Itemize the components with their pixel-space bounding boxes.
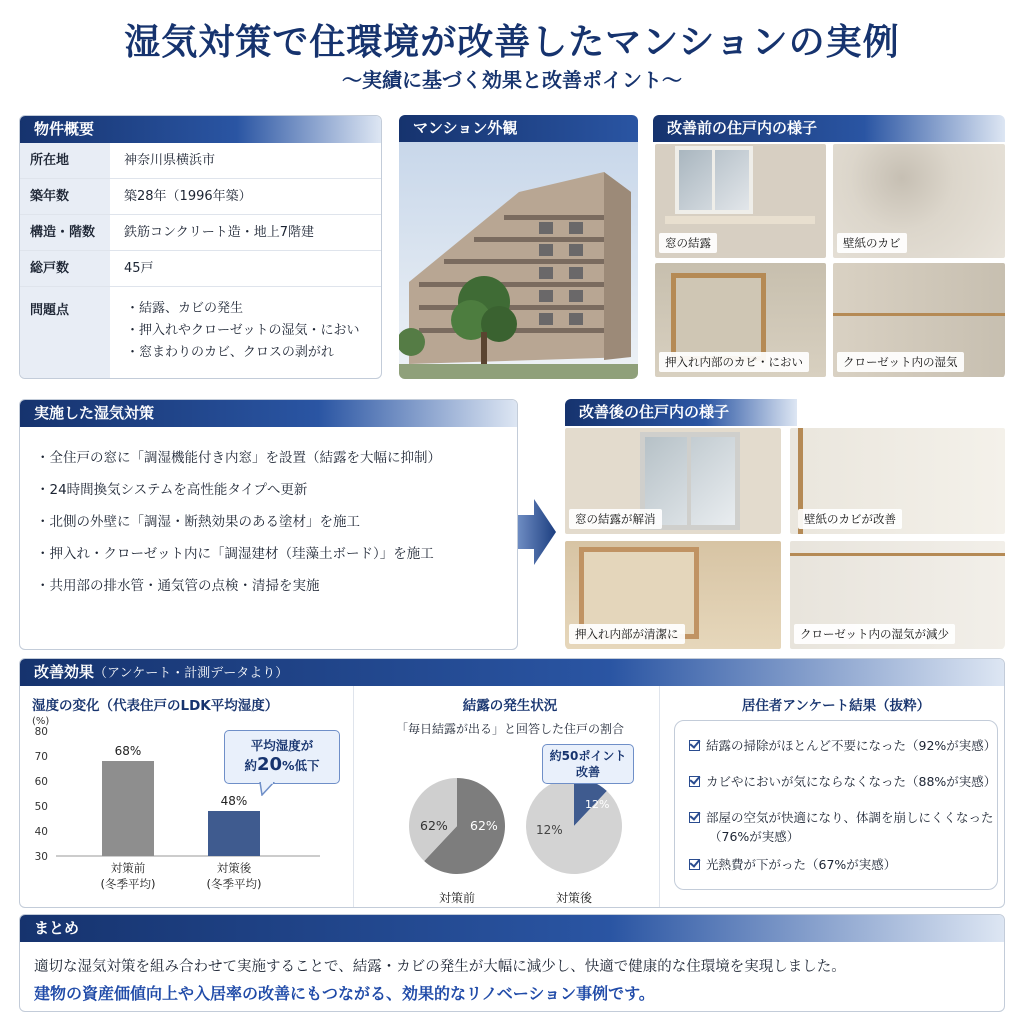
survey-item-text: カビやにおいが気にならなくなった（88%が実感） (706, 774, 997, 789)
survey-panel (666, 686, 1005, 907)
survey-item (689, 736, 996, 754)
wardrobe-rod (790, 553, 1005, 556)
y-axis-label: (%) (32, 716, 50, 727)
pie-value-label: 62% (470, 818, 498, 833)
y-tick-label: 30 (34, 851, 48, 863)
humidity-callout-suffix: %低下 (282, 758, 320, 773)
y-tick-label: 60 (34, 776, 48, 788)
survey-item-text: 光熱費が下がった（67%が実感） (706, 857, 897, 872)
summary-header: まとめ (20, 915, 1004, 942)
overview-row (20, 251, 381, 287)
bar (208, 811, 260, 856)
bar (102, 761, 154, 856)
overview-row (20, 179, 381, 215)
survey-item-text: 部屋の空気が快適になり、体調を崩しにくくなった (706, 810, 994, 825)
after-photo-wardrobe (790, 541, 1005, 649)
summary-line2: 建物の資産価値向上や入居率の改善にもつながる、効果的なリノベーション事例です。 (34, 984, 655, 1003)
overview-row-label: 構造・階数 (20, 215, 110, 250)
x-category-label: 対策後 (216, 861, 252, 875)
problem-item: ・結露、カビの発生 (126, 301, 244, 316)
building-photo (399, 142, 638, 379)
summary-line1: 適切な湿気対策を組み合わせて実施することで、結露・カビの発生が大幅に減少し、快適で健康的な住環境を実現しました。 (34, 959, 846, 975)
after-photo-window (565, 428, 781, 534)
closet-opening (671, 273, 766, 361)
survey-item (689, 808, 994, 826)
measures-header: 実施した湿気対策 (20, 400, 517, 427)
overview-row-problems (20, 287, 381, 379)
effects-section (19, 658, 1005, 908)
measures-card (19, 399, 518, 650)
effects-header (20, 659, 1004, 686)
condensation-callout (542, 744, 634, 784)
bar-value-label: 68% (114, 744, 142, 758)
measure-item: ・24時間換気システムを高性能タイプへ更新 (36, 482, 308, 498)
pie-value-label: 62% (420, 818, 448, 833)
photo-caption: 窓の結露 (659, 233, 717, 253)
overview-row (20, 215, 381, 251)
page-subtitle: 〜実績に基づく効果と改善ポイント〜 (342, 68, 682, 92)
humidity-callout-line2 (225, 754, 339, 775)
overview-row-value: 45戸 (124, 261, 154, 276)
after-photo-wallpaper (790, 428, 1005, 534)
x-category-note: (冬季平均) (100, 877, 156, 891)
y-tick-label: 80 (34, 726, 48, 738)
before-photo-window (655, 144, 826, 258)
overview-row-label: 問題点 (20, 287, 110, 379)
arrow-right-icon (518, 497, 558, 567)
after-photo-closet (565, 541, 781, 649)
photo-caption: クローゼット内の湿気 (837, 352, 964, 372)
pie-category-label: 対策前 (438, 891, 476, 905)
checkbox-checked-icon (689, 812, 700, 823)
overview-row-value: 築28年（1996年築） (124, 189, 252, 204)
before-photo-wallpaper (833, 144, 1005, 258)
condensation-title: 結露の発生状況 (462, 698, 558, 714)
before-photo-wardrobe (833, 263, 1005, 377)
photo-caption: 壁紙のカビが改善 (798, 509, 902, 529)
effects-title: 改善効果 (34, 663, 95, 681)
measure-item: ・北側の外壁に「調湿・断熱効果のある塗材」を施工 (36, 514, 360, 530)
survey-item-text: 結露の掃除がほとんど不要になった（92%が実感） (706, 738, 997, 753)
pie-category-label: 対策後 (555, 891, 593, 905)
before-photos-card (653, 115, 1005, 379)
property-overview-card (19, 115, 382, 379)
survey-item-continuation: （76%が実感） (709, 829, 800, 844)
humidity-callout (224, 730, 340, 784)
after-photos-card (565, 399, 1005, 650)
overview-row-value: 鉄筋コンクリート造・地上7階建 (124, 225, 315, 240)
checkbox-checked-icon (689, 859, 700, 870)
pie-value-label: 12% (536, 823, 563, 837)
overview-row-value: 神奈川県横浜市 (124, 153, 216, 168)
problem-item: ・窓まわりのカビ、クロスの剥がれ (126, 345, 334, 360)
measure-item: ・押入れ・クローゼット内に「調湿建材（珪藻土ボード）」を施工 (36, 546, 434, 562)
checkbox-checked-icon (689, 740, 700, 751)
exterior-card (399, 115, 638, 379)
before-photo-closet (655, 263, 826, 377)
humidity-callout-line1: 平均湿度が (250, 738, 314, 753)
photo-caption: 壁紙のカビ (837, 233, 907, 253)
page-title: 湿気対策で住環境が改善したマンションの実例 (124, 22, 900, 63)
photo-caption: 押入れ内部が清潔に (569, 624, 685, 644)
after-photos-header: 改善後の住戸内の様子 (565, 399, 797, 426)
x-category-label: 対策前 (110, 861, 146, 875)
condensation-callout-line2: 改善 (575, 765, 600, 779)
x-category-note: (冬季平均) (206, 877, 262, 891)
photo-caption: クローゼット内の湿気が減少 (794, 624, 955, 644)
photo-caption: 押入れ内部のカビ・におい (659, 352, 809, 372)
condensation-callout-line1: 約50ポイント (549, 749, 627, 763)
humidity-panel (20, 686, 354, 907)
humidity-callout-prefix: 約 (244, 758, 257, 773)
callout-tail-icon (258, 782, 278, 796)
measure-item: ・共用部の排水管・通気管の点検・清掃を実施 (36, 578, 320, 594)
problem-item: ・押入れやクローゼットの湿気・におい (126, 323, 360, 338)
survey-title: 居住者アンケート結果（抜粋） (741, 698, 931, 714)
photo-caption: 窓の結露が解消 (569, 509, 662, 529)
window-divider (712, 146, 715, 214)
window-sill (665, 216, 815, 224)
effects-title-note: （アンケート・計測データより） (94, 666, 289, 681)
humidity-callout-big: 20 (256, 754, 283, 775)
condensation-panel (360, 686, 660, 907)
pie-value-label: 12% (585, 798, 610, 811)
humidity-chart-title: 湿度の変化（代表住戸のLDK平均湿度） (32, 698, 279, 714)
summary-card (19, 914, 1005, 1012)
overview-row (20, 143, 381, 179)
bar-value-label: 48% (220, 794, 248, 808)
exterior-header: マンション外観 (399, 115, 638, 142)
wardrobe-shelf (833, 313, 1005, 316)
condensation-subtitle: 「毎日結露が出る」と回答した住戸の割合 (395, 722, 624, 736)
y-tick-label: 70 (34, 751, 48, 763)
survey-item (689, 772, 996, 790)
overview-row-label: 所在地 (20, 143, 110, 178)
y-tick-label: 50 (34, 801, 48, 813)
checkbox-checked-icon (689, 776, 700, 787)
y-tick-label: 40 (34, 826, 48, 838)
problem-list (126, 298, 381, 364)
before-photos-header: 改善前の住戸内の様子 (653, 115, 1005, 142)
measure-item: ・全住戸の窓に「調湿機能付き内窓」を設置（結露を大幅に抑制） (36, 450, 441, 466)
overview-row-label: 築年数 (20, 179, 110, 214)
property-overview-header: 物件概要 (20, 116, 381, 143)
overview-row-label: 総戸数 (20, 251, 110, 286)
survey-box (674, 720, 998, 890)
survey-item (689, 855, 896, 873)
window-divider (687, 432, 691, 530)
